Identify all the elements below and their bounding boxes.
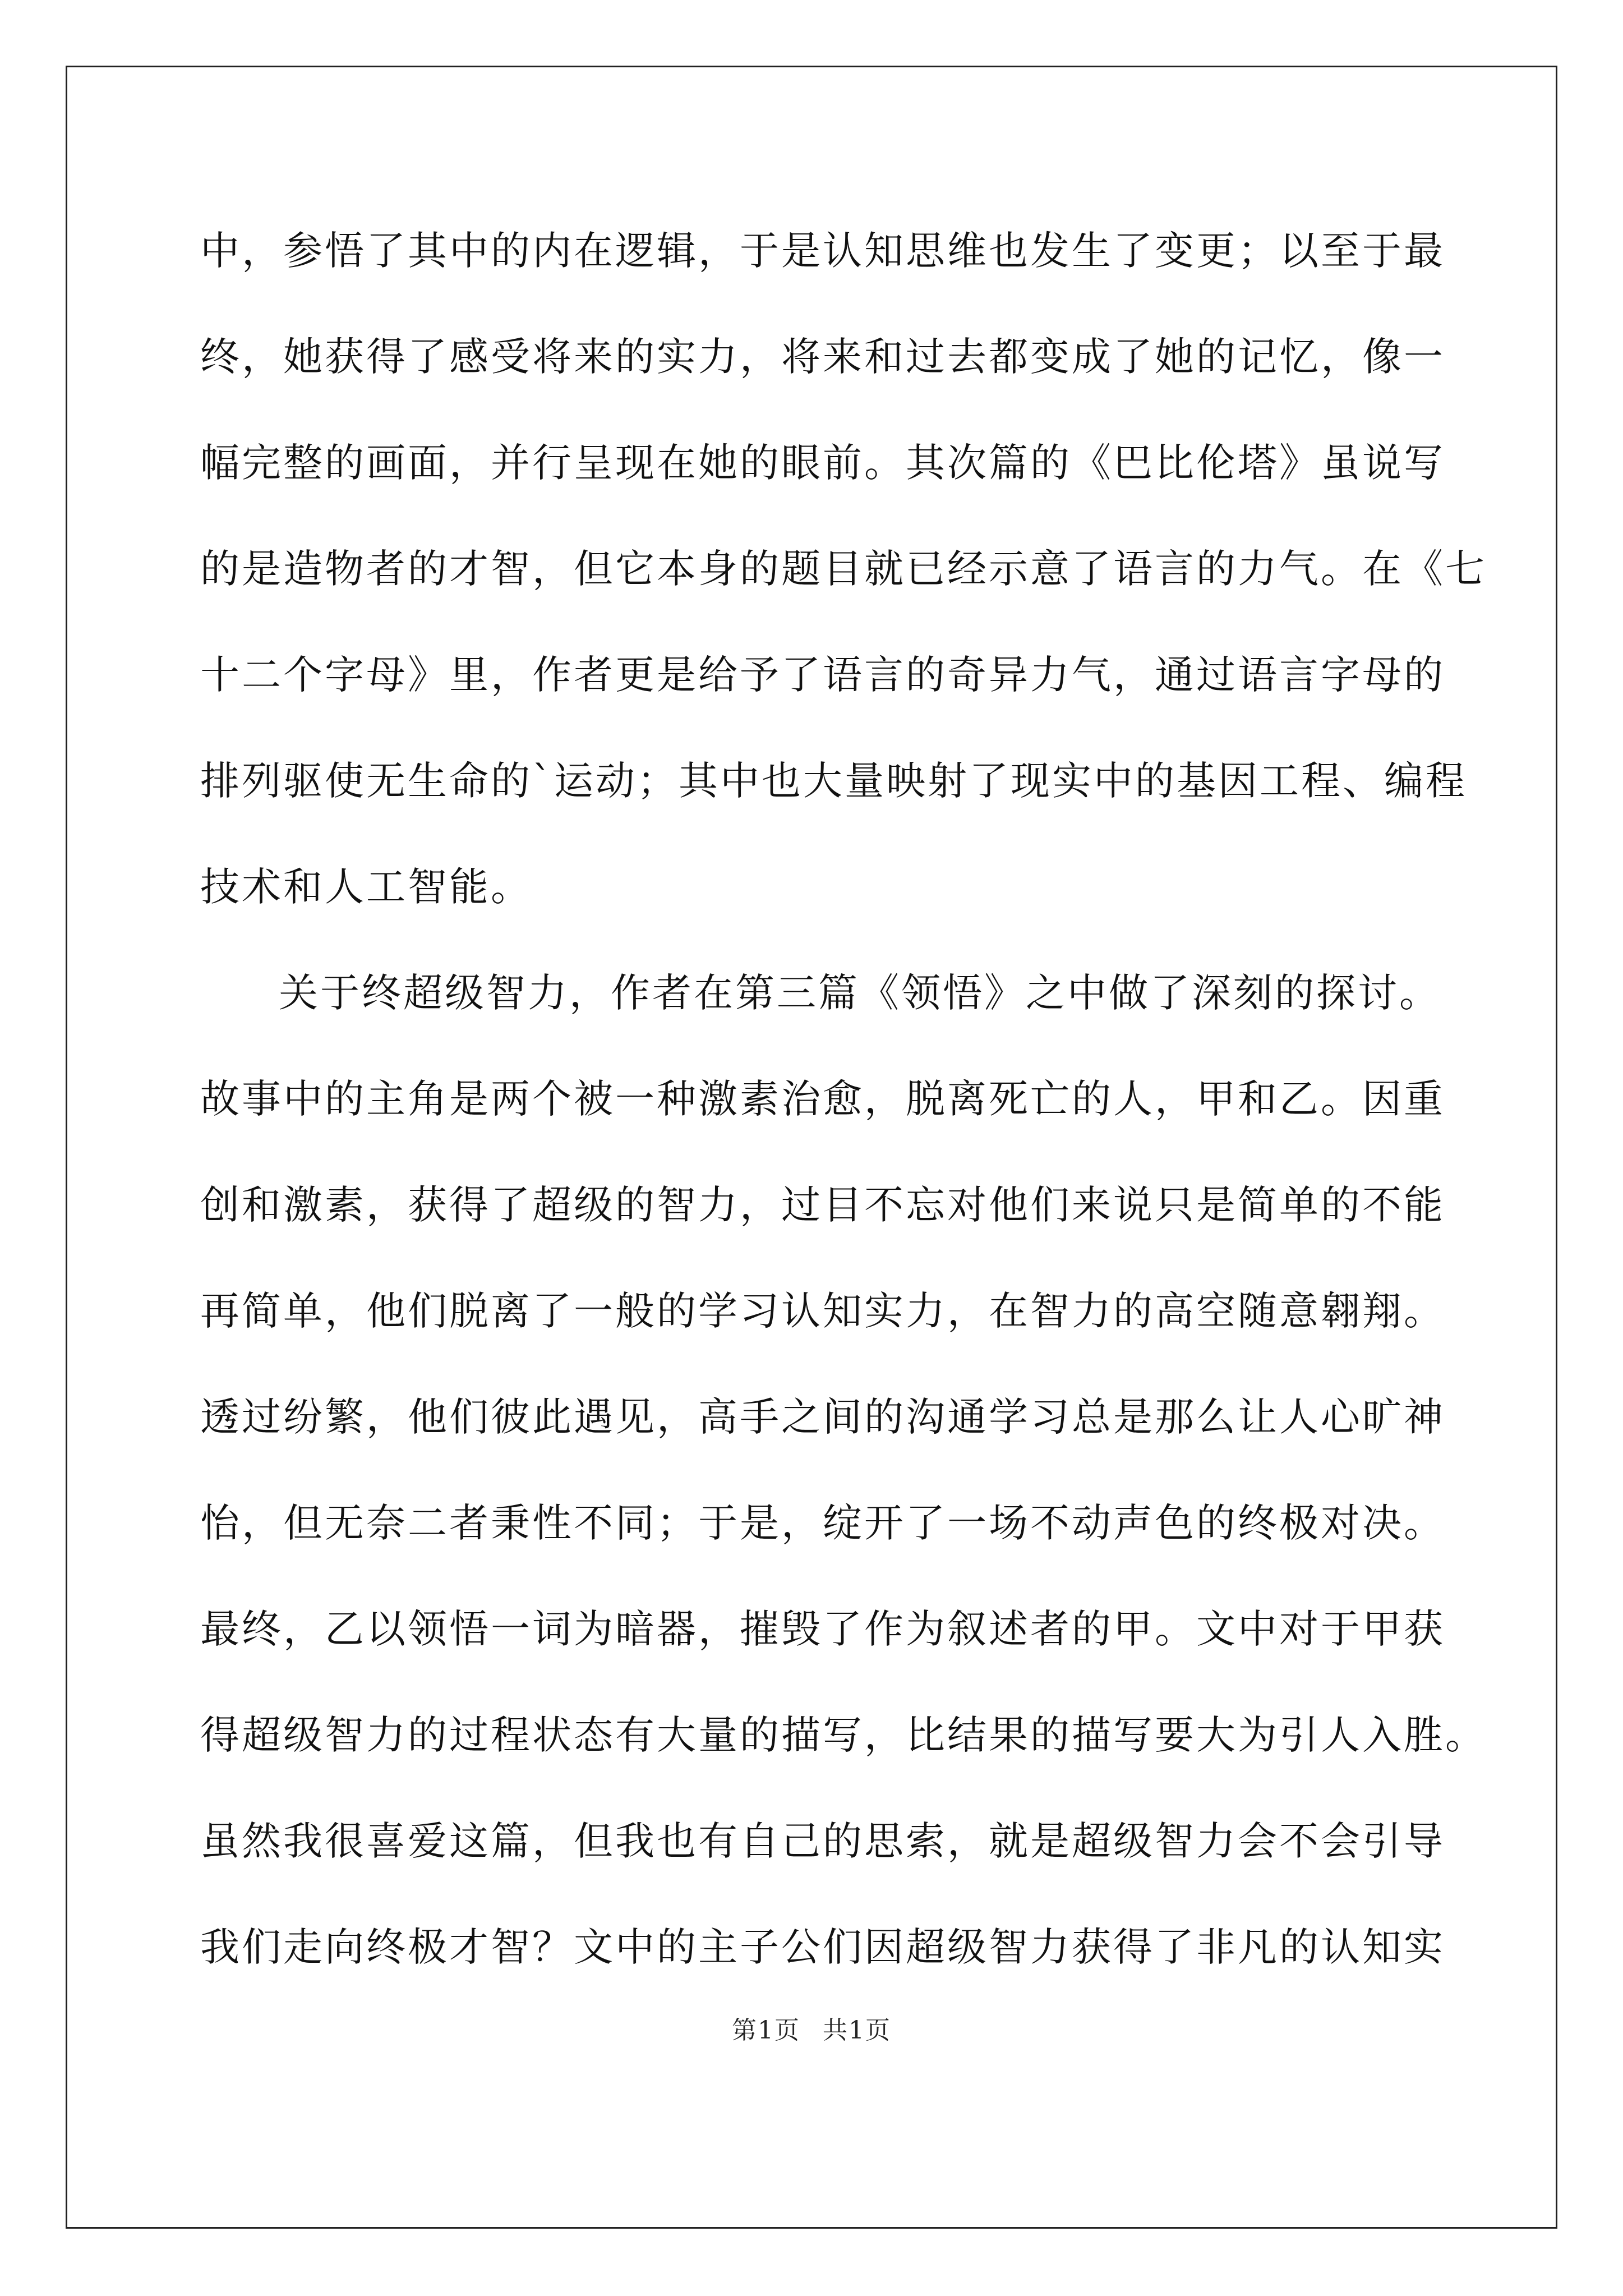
page-total: 共1页 bbox=[823, 2016, 891, 2045]
text-line: 中，参悟了其中的内在逻辑，于是认知思维也发生了变更；以至于最 bbox=[200, 228, 1445, 274]
text-line: 透过纷繁，他们彼此遇见，高手之间的沟通学习总是那么让人心旷神 bbox=[200, 1394, 1445, 1440]
text-line: 技术和人工智能。 bbox=[200, 864, 532, 910]
text-line: 的是造物者的才智，但它本身的题目就已经示意了语言的力气。在《七 bbox=[200, 546, 1487, 592]
text-line: 排列驱使无生命的`运动；其中也大量映射了现实中的基因工程、编程 bbox=[200, 758, 1467, 804]
paragraph-first-line: 关于终超级智力，作者在第三篇《领悟》之中做了深刻的探讨。 bbox=[279, 970, 1441, 1016]
page-footer bbox=[0, 2014, 1623, 2047]
text-line: 终，她获得了感受将来的实力，将来和过去都变成了她的记忆，像一 bbox=[200, 334, 1445, 380]
text-line: 怡，但无奈二者秉性不同；于是，绽开了一场不动声色的终极对决。 bbox=[200, 1500, 1445, 1546]
text-line: 故事中的主角是两个被一种激素治愈，脱离死亡的人，甲和乙。因重 bbox=[200, 1076, 1445, 1122]
text-line: 得超级智力的过程状态有大量的描写，比结果的描写要大为引人入胜。 bbox=[200, 1712, 1487, 1758]
text-line: 幅完整的画面，并行呈现在她的眼前。其次篇的《巴比伦塔》虽说写 bbox=[200, 440, 1445, 486]
text-line: 十二个字母》里，作者更是给予了语言的奇异力气，通过语言字母的 bbox=[200, 652, 1445, 698]
text-line: 最终，乙以领悟一词为暗器，摧毁了作为叙述者的甲。文中对于甲获 bbox=[200, 1606, 1445, 1652]
text-line: 再简单，他们脱离了一般的学习认知实力，在智力的高空随意翱翔。 bbox=[200, 1288, 1445, 1334]
text-line: 创和激素，获得了超级的智力，过目不忘对他们来说只是简单的不能 bbox=[200, 1182, 1445, 1228]
page-number: 第1页 bbox=[732, 2016, 800, 2045]
text-line: 虽然我很喜爱这篇，但我也有自己的思索，就是超级智力会不会引导 bbox=[200, 1818, 1445, 1864]
text-line: 我们走向终极才智？文中的主子公们因超级智力获得了非凡的认知实 bbox=[200, 1924, 1445, 1970]
page-border bbox=[66, 66, 1557, 2229]
